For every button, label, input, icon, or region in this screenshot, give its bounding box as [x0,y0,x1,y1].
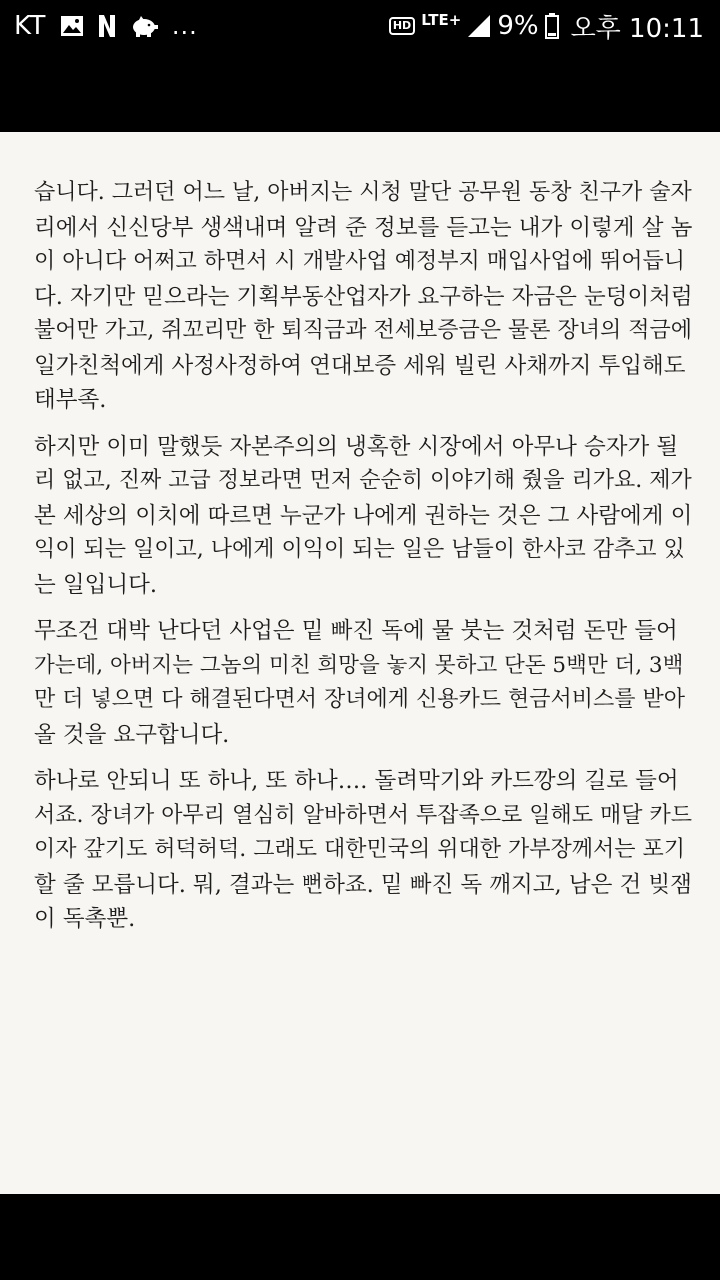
text-line: 이 아니다 어쩌고 하면서 시 개발사업 예정부지 매입사업에 뛰어듭니 [34,249,686,274]
more-notifications-indicator: ... [171,12,198,40]
text-line: 태부족. [34,387,107,413]
text-line: 할 줄 모릅니다. 뭐, 결과는 뻔하죠. 밑 빠진 독 깨지고, 남은 건 빚잼 [34,871,692,898]
text-line: 는 일입니다. [34,571,157,598]
text-line: 하나로 안되니 또 하나, 또 하나…. 돌려막기와 카드깡의 길로 들어 [34,768,679,794]
text-line: 이 독촉뿐. [34,906,136,932]
clock: 오후 10:11 [570,13,704,44]
text-line: 리 없고, 진짜 고급 정보라면 먼저 순순히 이야기해 줬을 리가요. 제가 [34,468,692,493]
paragraph [34,614,696,752]
text-line: 리에서 신신당부 생색내며 알려 준 정보를 듣고는 내가 이렇게 살 놈 [34,214,693,241]
text-line: 이자 갚기도 허덕허덕. 그래도 대한민국의 위대한 가부장께서는 포기 [34,837,686,862]
paragraph [34,430,696,603]
carrier-label: KT [14,11,46,41]
text-line: 불어만 가고, 쥐꼬리만 한 퇴직금과 전세보증금은 물론 장녀의 적금에 [34,318,692,343]
text-line: 다. 자기만 믿으라는 기획부동산업자가 요구하는 자금은 눈덩이처럼 [34,283,693,310]
piggy-bank-icon [130,15,158,37]
page-text [34,176,696,937]
text-line: 익이 되는 일이고, 나에게 이익이 되는 일은 남들이 한사코 감추고 있 [34,537,685,562]
paragraph [34,764,696,937]
text-line: 하지만 이미 말했듯 자본주의의 냉혹한 시장에서 아무나 승자가 될 [34,433,679,460]
status-bar-right [389,8,704,44]
text-line: 무조건 대박 난다던 사업은 밑 빠진 독에 물 붓는 것처럼 돈만 들어 [34,618,678,644]
book-page-photo [0,132,720,1194]
status-bar-left [14,8,198,44]
netflix-icon [98,14,116,38]
status-bar [0,0,720,52]
text-line: 올 것을 요구합니다. [34,721,230,748]
text-line: 일가친척에게 사정사정하여 연대보증 세워 빌린 사채까지 투입해도 [34,352,686,379]
text-line: 가는데, 아버지는 그놈의 미친 희망을 놓지 못하고 단돈 5백만 더, 3백 [34,652,684,678]
paragraph [34,176,696,418]
battery-percent: 9% [497,11,539,41]
network-type-label: LTE+ [421,11,462,29]
text-line: 서죠. 장녀가 아무리 열심히 알바하면서 투잡족으로 일해도 매달 카드 [34,802,692,828]
bottom-area [0,1194,720,1280]
text-line: 습니다. 그러던 어느 날, 아버지는 시청 말단 공무원 동창 친구가 술자 [34,180,692,205]
text-line: 본 세상의 이치에 따르면 누군가 나에게 권하는 것은 그 사람에게 이 [34,502,693,529]
gallery-icon [60,15,84,37]
battery-icon [545,13,559,39]
hd-voice-badge: HD [389,17,415,35]
toolbar-area [0,52,720,132]
signal-strength-icon [467,14,491,38]
text-line: 만 더 넣으면 다 해결된다면서 장녀에게 신용카드 현금서비스를 받아 [34,687,686,712]
